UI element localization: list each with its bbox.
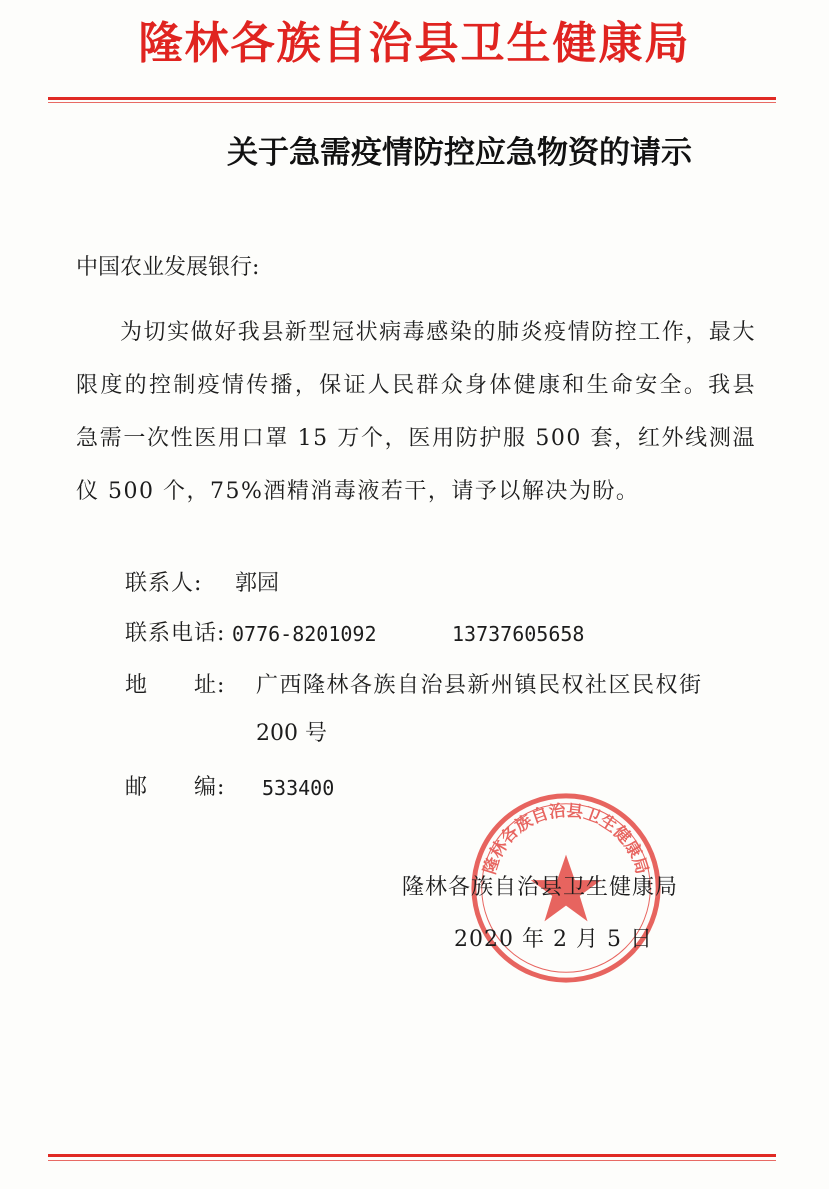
body-paragraph: 为切实做好我县新型冠状病毒感染的肺炎疫情防控工作，最大限度的控制疫情传播，保证人民群众身体健康和生命安全。我县急需一次性医用口罩 15 万个，医用防护服 500 套，红外线测温仪 500 个，75%酒精消毒液若干，请予以解决为盼。: [76, 320, 756, 504]
header-rule-thin: [48, 102, 776, 103]
address-line-1: 广西隆林各族自治县新州镇民权社区民权街: [256, 673, 703, 698]
contact-person-value: 郭园: [235, 571, 280, 596]
address-line-2: 200 号: [256, 721, 327, 746]
contact-phone-mobile: 13737605658: [452, 622, 585, 646]
signature-organization: 隆林各族自治县卫生健康局: [402, 875, 679, 900]
document-title-row: [0, 128, 829, 178]
header-rule-thick: [48, 97, 776, 100]
salutation: 中国农业发展银行:: [76, 255, 260, 280]
contact-person-label: 联系人:: [125, 571, 203, 596]
footer-rule-thin: [48, 1160, 776, 1161]
signature-date: 2020 年 2 月 5 日: [454, 927, 653, 952]
organization-header: 隆林各族自治县卫生健康局: [138, 18, 691, 69]
postcode-label: 邮 编:: [125, 775, 226, 800]
contact-phone-label: 联系电话:: [125, 621, 226, 646]
footer-rule-thick: [48, 1154, 776, 1157]
postcode-value: 533400: [262, 776, 335, 800]
document-title: 关于急需疫情防控应急物资的请示: [227, 135, 692, 171]
seal-arc-text: 隆林各族自治县卫生健康局: [480, 800, 652, 877]
address-label: 地 址:: [125, 673, 226, 698]
contact-phone-landline: 0776-8201092: [232, 622, 377, 646]
